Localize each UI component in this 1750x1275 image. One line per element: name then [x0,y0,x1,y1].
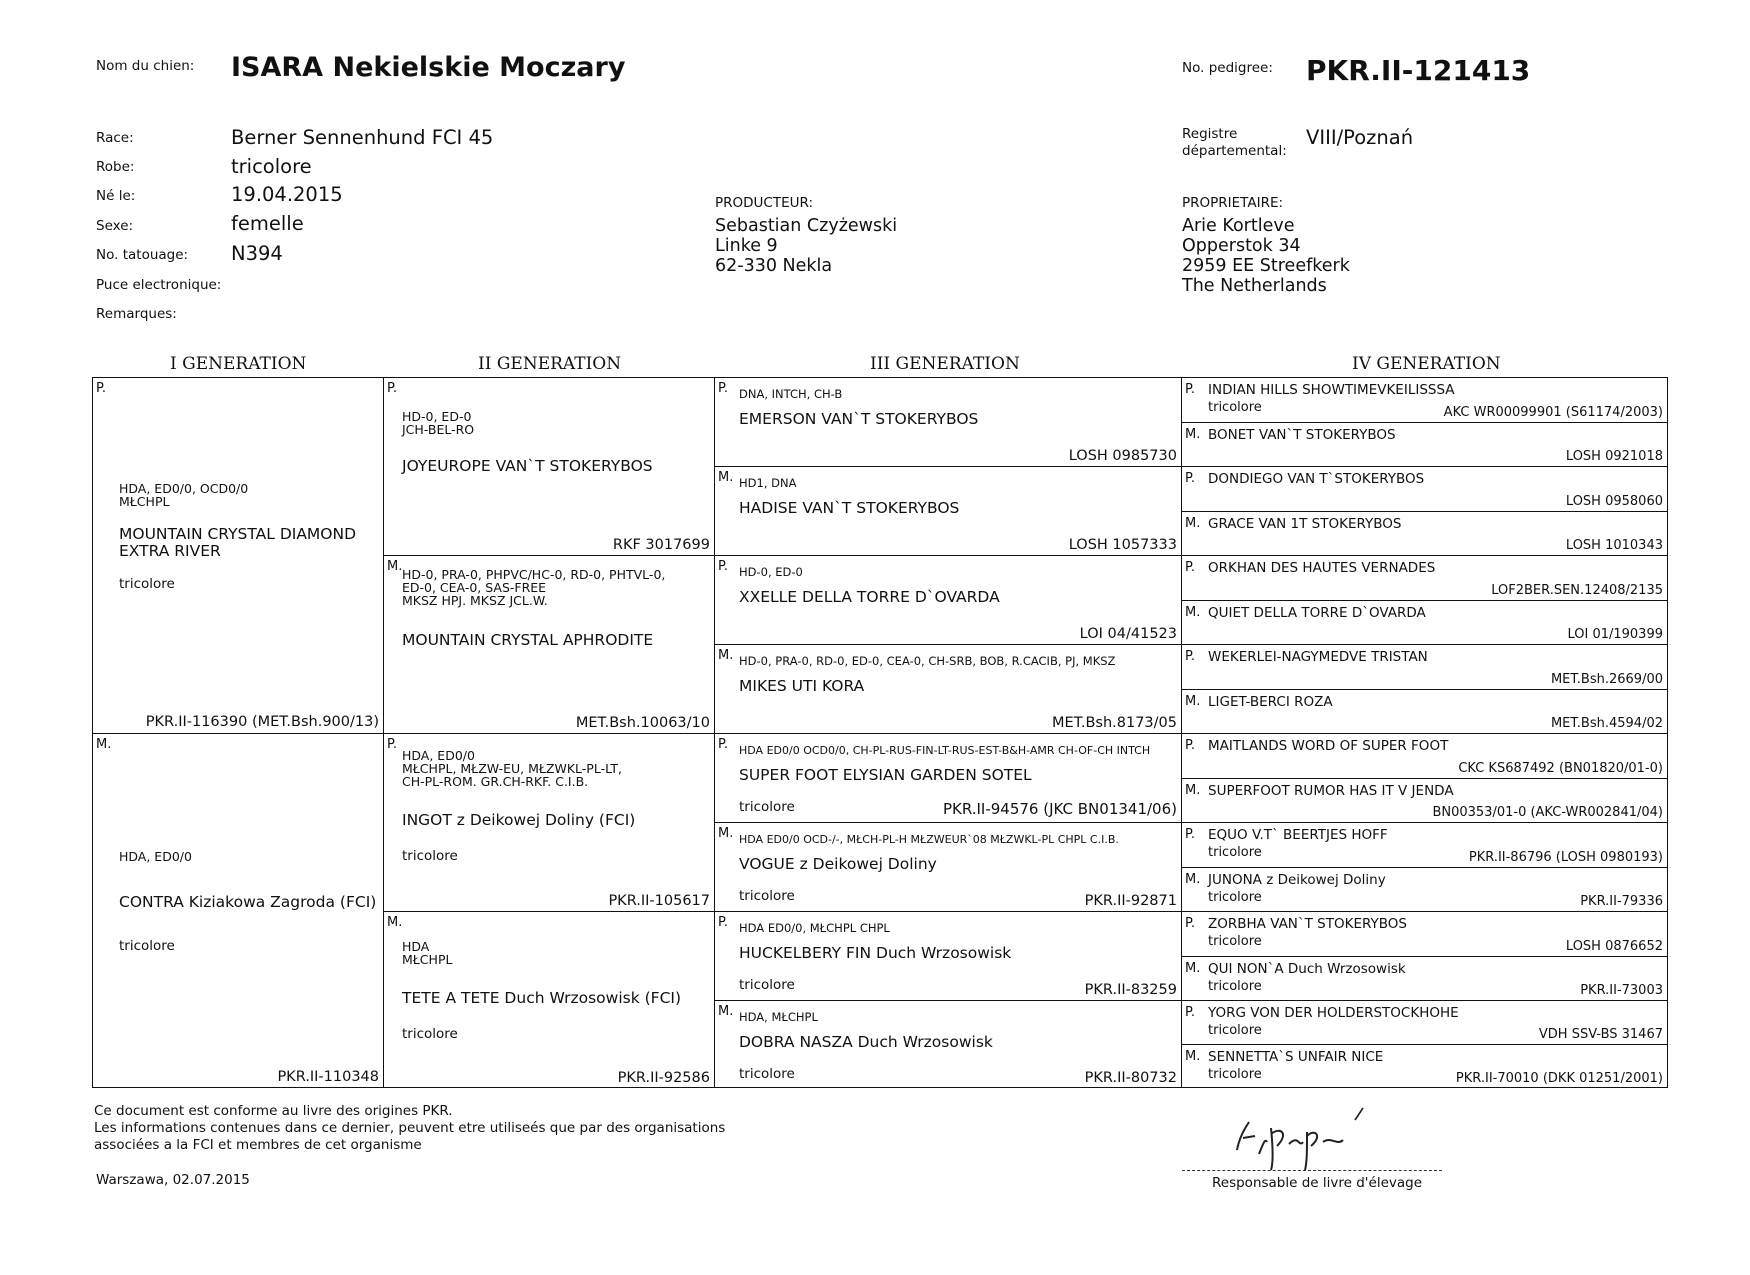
role-label: P. [96,381,106,396]
color: tricolore [402,1026,458,1042]
registration: PKR.II-80732 [1084,1070,1177,1086]
generation-header-4: IV GENERATION [1352,354,1501,374]
dog-name: DONDIEGO VAN T`STOKERYBOS [1208,471,1425,487]
gen4-cell-9 [1182,734,1667,779]
role-label: P. [1185,1005,1195,1020]
role-label: M. [718,648,734,663]
role-label: M. [387,559,403,574]
health-info: HDA, MŁCHPL [739,1010,818,1024]
dog-name: BONET VAN`T STOKERYBOS [1208,427,1396,443]
health-info: HD-0, PRA-0, PHPVC/HC-0, RD-0, PHTVL-0, ED-0, CEA-0, SAS-FREE MKSZ HPJ. MKSZ JCL.W. [402,567,666,608]
dog-name: SUPERFOOT RUMOR HAS IT V JENDA [1208,783,1454,799]
owner-label: PROPRIETAIRE: [1182,195,1284,211]
health-info: HDA MŁCHPL [402,939,453,967]
gen4-cell-12 [1182,868,1667,912]
registry-label-1: Registre [1182,126,1238,142]
role-label: M. [1185,605,1201,620]
footer-line-2: Les informations contenues dans ce dernier, peuvent etre utiliseés que par des organisations [94,1120,726,1136]
sex-label: Sexe: [96,218,134,234]
pedigree-number: PKR.II-121413 [1306,54,1531,87]
registration: MET.Bsh.8173/05 [1052,715,1177,731]
remarks-label: Remarques: [96,306,177,322]
dog-name: LIGET-BERCI ROZA [1208,694,1333,710]
dog-name-label: Nom du chien: [96,58,195,74]
dog-name: MOUNTAIN CRYSTAL DIAMOND EXTRA RIVER [119,525,357,560]
breeder-city: 62-330 Nekla [715,256,833,276]
registration: LOSH 1057333 [1068,537,1177,553]
dog-name: INGOT z Deikowej Doliny (FCI) [402,811,636,829]
registration: PKR.II-92586 [617,1070,710,1086]
role-label: M. [1185,872,1201,887]
signature-caption: Responsable de livre d'élevage [1212,1175,1423,1191]
dog-name: HUCKELBERY FIN Duch Wrzosowisk [739,944,1012,962]
registration: VDH SSV-BS 31467 [1538,1027,1663,1042]
color: tricolore [1208,400,1262,415]
owner-country: The Netherlands [1182,276,1327,296]
dog-name: ZORBHA VAN`T STOKERYBOS [1208,916,1407,932]
gen4-cell-15 [1182,1001,1667,1045]
color: tricolore [1208,845,1262,860]
registration: LOSH 1010343 [1565,538,1663,553]
owner-city: 2959 EE Streefkerk [1182,256,1350,276]
signature-line [1182,1170,1442,1171]
registration: LOSH 0985730 [1068,448,1177,464]
registration: AKC WR00099901 (S61174/2003) [1443,405,1663,420]
role-label: P. [1185,827,1195,842]
pedigree-no-label: No. pedigree: [1182,60,1273,76]
gen4-cell-11 [1182,823,1667,868]
color: tricolore [1208,934,1262,949]
tattoo-label: No. tatouage: [96,247,189,263]
color: tricolore [119,938,175,954]
role-label: P. [718,915,728,930]
generation-header-3: III GENERATION [870,354,1020,374]
health-info: HDA, ED0/0 MŁCHPL, MŁZW-EU, MŁZWKL-PL-LT, CH-PL-ROM. GR.CH-RKF. C.I.B. [402,748,622,789]
registration: LOSH 0958060 [1565,494,1663,509]
gen3-cell-4 [715,645,1182,734]
dog-name: QUIET DELLA TORRE D`OVARDA [1208,605,1426,621]
dog-name: XXELLE DELLA TORRE D`OVARDA [739,588,1000,606]
dog-name: MAITLANDS WORD OF SUPER FOOT [1208,738,1449,754]
health-info: HDA ED0/0 OCD0/0, CH-PL-RUS-FIN-LT-RUS-EST-B&H-AMR CH-OF-CH INTCH [739,744,1151,757]
role-label: P. [387,737,397,752]
registration: RKF 3017699 [612,537,710,553]
robe-label: Robe: [96,159,135,175]
role-label: M. [1185,1049,1201,1064]
role-label: P. [1185,649,1195,664]
dog-name: SUPER FOOT ELYSIAN GARDEN SOTEL [739,766,1032,784]
gen2-cell-3 [384,734,715,912]
breeder-label: PRODUCTEUR: [715,195,814,211]
registration: LOI 04/41523 [1079,626,1177,642]
gen2-cell-1 [384,378,715,556]
generation-header-1: I GENERATION [170,354,307,374]
color: tricolore [1208,890,1262,905]
dog-name: EMERSON VAN`T STOKERYBOS [739,410,979,428]
registration: PKR.II-94576 (JKC BN01341/06) [942,800,1177,818]
color: tricolore [119,576,175,592]
role-label: M. [718,1004,734,1019]
breeder-name: Sebastian Czyżewski [715,216,898,236]
gen4-cell-16 [1182,1045,1667,1088]
dog-name: YORG VON DER HOLDERSTOCKHOHE [1208,1005,1459,1021]
role-label: M. [718,470,734,485]
gen2-cell-2 [384,556,715,734]
owner-address [1182,216,1350,296]
gen4-cell-5 [1182,556,1667,601]
registration: PKR.II-105617 [608,893,710,909]
registration: PKR.II-92871 [1084,893,1177,909]
gen3-cell-2 [715,467,1182,556]
robe-value: tricolore [231,155,312,178]
gen4-cell-7 [1182,645,1667,690]
registration: PKR.II-70010 (DKK 01251/2001) [1455,1071,1663,1086]
dog-name: EQUO V.T` BEERTJES HOFF [1208,827,1388,843]
owner-name: Arie Kortleve [1182,216,1295,236]
registration: LOSH 0876652 [1565,939,1663,954]
owner-street: Opperstok 34 [1182,236,1301,256]
health-info: HDA, ED0/0 [119,849,192,864]
gen4-cell-3 [1182,467,1667,512]
role-label: P. [1185,560,1195,575]
health-info: HDA ED0/0, MŁCHPL CHPL [739,921,890,935]
color: tricolore [739,799,795,815]
registration: LOSH 0921018 [1565,449,1663,464]
born-value: 19.04.2015 [231,183,343,206]
generation-header-2: II GENERATION [478,354,622,374]
registration: PKR.II-116390 (MET.Bsh.900/13) [145,714,379,730]
registration: MET.Bsh.10063/10 [575,715,710,731]
dog-name: DOBRA NASZA Duch Wrzosowisk [739,1033,993,1051]
dog-name: CONTRA Kiziakowa Zagroda (FCI) [119,893,377,911]
gen4-cell-13 [1182,912,1667,957]
color: tricolore [402,848,458,864]
dog-name: INDIAN HILLS SHOWTIMEVKEILISSSA [1208,382,1455,398]
tattoo-value: N394 [231,242,283,265]
role-label: M. [1185,516,1201,531]
registration: MET.Bsh.4594/02 [1550,716,1663,731]
breeder-address [715,216,897,276]
health-info: HD-0, ED-0 [739,565,803,579]
health-info: HD-0, PRA-0, RD-0, ED-0, CEA-0, CH-SRB, BOB, R.CACIB, PJ, MKSZ [739,654,1116,668]
registry-label-2: départemental: [1182,143,1287,159]
role-label: M. [1185,961,1201,976]
role-label: P. [1185,382,1195,397]
role-label: M. [1185,427,1201,442]
dog-name: VOGUE z Deikowej Doliny [739,855,937,873]
health-info: HD1, DNA [739,476,797,490]
dog-name: GRACE VAN 1T STOKERYBOS [1208,516,1402,532]
role-label: P. [387,381,397,396]
gen3-cell-7 [715,912,1182,1001]
gen4-cell-6 [1182,601,1667,645]
dog-name: SENNETTA`S UNFAIR NICE [1208,1049,1384,1065]
dog-name: TETE A TETE Duch Wrzosowisk (FCI) [402,989,682,1007]
dog-name: HADISE VAN`T STOKERYBOS [739,499,960,517]
role-label: P. [1185,916,1195,931]
gen3-cell-6 [715,823,1182,912]
role-label: M. [1185,783,1201,798]
gen3-cell-3 [715,556,1182,645]
registry-value: VIII/Poznań [1306,126,1414,149]
registration: LOF2BER.SEN.12408/2135 [1491,583,1663,598]
gen4-cell-8 [1182,690,1667,734]
footer-notice [94,1103,725,1154]
registration: PKR.II-110348 [277,1069,379,1085]
dog-name: JUNONA z Deikowej Doliny [1208,872,1386,888]
gen4-cell-2 [1182,423,1667,467]
color: tricolore [739,977,795,993]
registration: BN00353/01-0 (AKC-WR002841/04) [1432,805,1663,820]
gen2-cell-4 [384,912,715,1088]
registration: LOI 01/190399 [1567,627,1663,642]
color: tricolore [1208,1067,1262,1082]
dog-name: ISARA Nekielskie Moczary [231,52,626,83]
race-label: Race: [96,130,134,146]
sex-value: femelle [231,212,304,235]
role-label: P. [718,559,728,574]
health-info: HDA, ED0/0, OCD0/0 MŁCHPL [119,481,249,509]
registration: PKR.II-73003 [1580,983,1663,998]
footer-line-1: Ce document est conforme au livre des origines PKR. [94,1103,453,1119]
gen3-cell-5 [715,734,1182,823]
role-label: M. [96,737,112,752]
dog-name: MIKES UTI KORA [739,677,865,695]
chip-label: Puce electronique: [96,277,222,293]
color: tricolore [1208,1023,1262,1038]
breeder-street: Linke 9 [715,236,778,256]
role-label: M. [718,826,734,841]
dog-name: ORKHAN DES HAUTES VERNADES [1208,560,1436,576]
role-label: P. [718,381,728,396]
health-info: DNA, INTCH, CH-B [739,387,843,401]
role-label: P. [1185,738,1195,753]
role-label: P. [718,737,728,752]
pedigree-table [92,377,1668,1088]
gen4-cell-4 [1182,512,1667,556]
role-label: M. [1185,694,1201,709]
signature [1215,1098,1395,1178]
gen3-cell-8 [715,1001,1182,1088]
role-label: P. [1185,471,1195,486]
registration: PKR.II-83259 [1084,982,1177,998]
color: tricolore [739,888,795,904]
gen4-cell-14 [1182,957,1667,1001]
born-label: Né le: [96,188,136,204]
dog-name: MOUNTAIN CRYSTAL APHRODITE [402,631,654,649]
health-info: HDA ED0/0 OCD-/-, MŁCH-PL-H MŁZWEUR`08 MŁZWKL-PL CHPL C.I.B. [739,833,1119,846]
color: tricolore [1208,979,1262,994]
race-value: Berner Sennenhund FCI 45 [231,126,494,149]
place-date: Warszawa, 02.07.2015 [96,1172,250,1188]
dog-name: WEKERLEI-NAGYMEDVE TRISTAN [1208,649,1428,665]
gen4-cell-10 [1182,779,1667,823]
dog-name: QUI NON`A Duch Wrzosowisk [1208,961,1406,977]
gen1-sire-cell [93,378,384,734]
color: tricolore [739,1066,795,1082]
health-info: HD-0, ED-0 JCH-BEL-RO [402,409,475,437]
registration: CKC KS687492 (BN01820/01-0) [1458,761,1663,776]
registration: PKR.II-79336 [1580,894,1663,909]
footer-line-3: associées a la FCI et membres de cet organisme [94,1137,422,1153]
gen3-cell-1 [715,378,1182,467]
dog-name: JOYEUROPE VAN`T STOKERYBOS [402,457,653,475]
gen1-dam-cell [93,734,384,1088]
registration: MET.Bsh.2669/00 [1550,672,1663,687]
role-label: M. [387,915,403,930]
gen4-cell-1 [1182,378,1667,423]
registration: PKR.II-86796 (LOSH 0980193) [1468,850,1663,865]
